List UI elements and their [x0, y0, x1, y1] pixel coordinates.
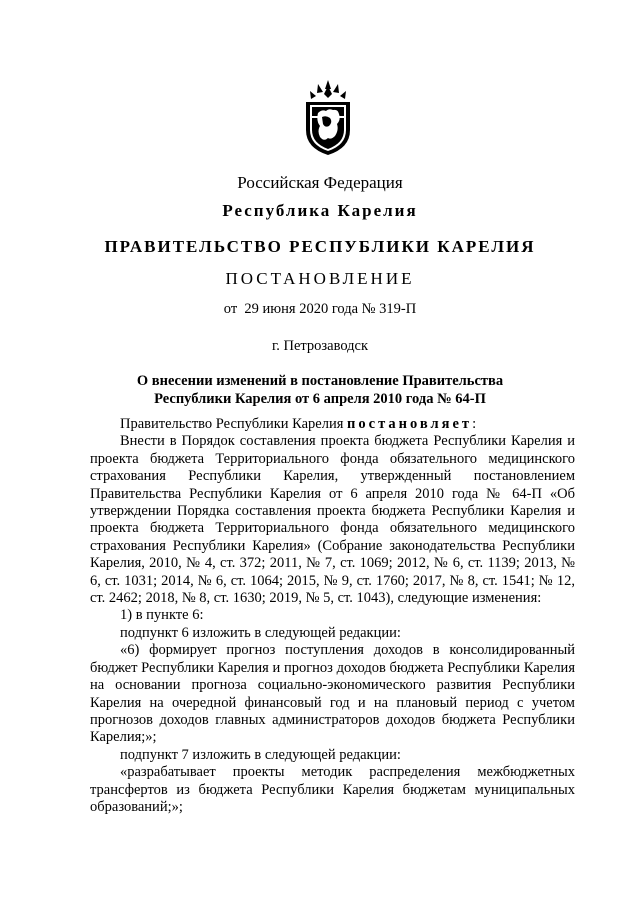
government-name: ПРАВИТЕЛЬСТВО РЕСПУБЛИКИ КАРЕЛИЯ [104, 237, 536, 256]
paragraph-decree [90, 416, 575, 433]
paragraph-item-6: 1) в пункте 6: [120, 607, 204, 624]
document-title-line-2: Республики Карелия от 6 апреля 2010 года № 64-П [154, 391, 486, 407]
document-body [90, 416, 575, 816]
document-type: ПОСТАНОВЛЕНИЕ [225, 269, 415, 288]
decree-intro: Правительство Республики Карелия [120, 416, 348, 432]
paragraph-subitem-7-intro: подпункт 7 изложить в следующей редакции: [120, 746, 401, 763]
paragraph-subitem-6-text: «6) формирует прогноз поступления доходов в консолидированный бюджет Республики Карелия и прогноз доходов бюджета Республики Карелия на основании прогноза социально-экономического развития Республики Карелия на очередной финансовый год и на плановый период с учетом прогнозов доходов главных администраторов доходов бюджета Республики Карелия;»; [90, 642, 575, 746]
document-city: г. Петрозаводск [271, 338, 369, 354]
paragraph-subitem-7-text: «разрабатывает проекты методик распределения межбюджетных трансфертов из бюджета Республики Карелия бюджетам муниципальных образований;»; [90, 764, 575, 815]
karelia-coat-of-arms [302, 80, 354, 156]
document-title-line-1: О внесении изменений в постановление Правительства [136, 373, 504, 389]
paragraph-subitem-6-intro: подпункт 6 изложить в следующей редакции: [120, 624, 401, 641]
document-date-number: от 29 июня 2020 года № 319-П [223, 301, 417, 317]
decree-colon: : [472, 416, 477, 432]
decree-verb: постановляет [347, 416, 473, 432]
country-name: Российская Федерация [237, 173, 403, 192]
republic-name: Республика Карелия [222, 201, 418, 220]
paragraph-amendment: Внести в Порядок составления проекта бюджета Республики Карелия и проекта бюджета Территориального фонда обязательного медицинского страхования Республики Карелия, утвержденный постановлением Правительства Республики Карелия от 6 апреля 2010 года № 64-П «Об утверждении Порядка составления проекта бюджета Республики Карелия и проекта бюджета Территориального фонда обязательного медицинского страхования Республики Карелия» (Собрание законодательства Республики Карелия, 2010, № 4, ст. 372; 2011, № 7, ст. 1069; 2012, № 6, ст. 1139; 2013, № 6, ст. 1031; 2014, № 6, ст. 1064; 2015, № 9, ст. 1760; 2017, № 8, ст. 1541; № 12, ст. 2462; 2018, № 8, ст. 1630; 2019, № 5, ст. 1043), следующие изменения: [90, 433, 575, 607]
